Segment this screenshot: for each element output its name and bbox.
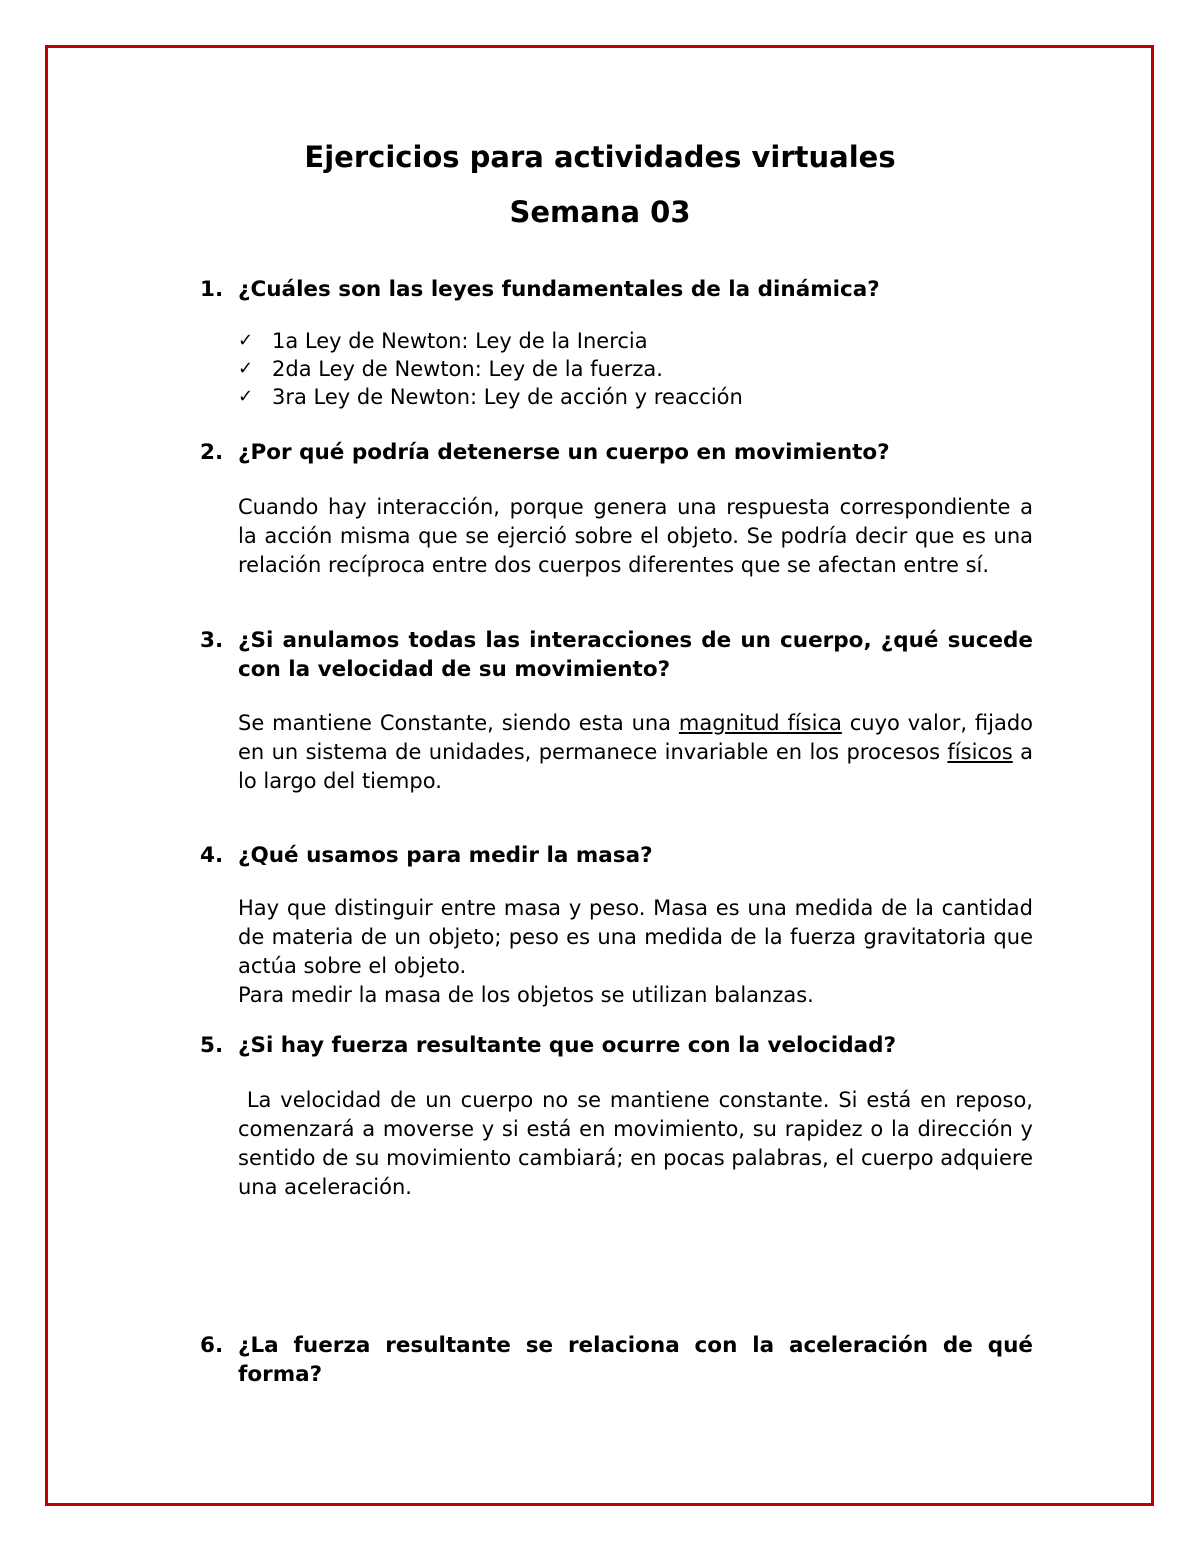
question-6 [200,1331,1033,1389]
checkmark-icon: ✓ [238,358,254,379]
question-number: 1. [200,277,224,302]
link-fisicos[interactable]: físicos [947,740,1013,764]
question-number: 4. [200,843,224,868]
question-number: 6. [200,1333,224,1358]
question-number: 3. [200,628,224,653]
document-title: Ejercicios para actividades virtuales [304,140,896,174]
question-text: ¿Por qué podría detenerse un cuerpo en movimiento? [238,440,890,465]
list-item: ✓ 3ra Ley de Newton: Ley de acción y reacción [238,385,743,409]
question-number: 5. [200,1033,224,1058]
answer-4: Hay que distinguir entre masa y peso. Masa es una medida de la cantidad de materia de un objeto; peso es una medida de la fuerza gravitatoria que actúa sobre el objeto. Para medir la masa de los objetos se utilizan balanzas. [238,896,1033,1007]
question-text: ¿Cuáles son las leyes fundamentales de la dinámica? [238,277,880,302]
answer-5: La velocidad de un cuerpo no se mantiene constante. Si está en reposo, comenzará a moverse y si está en movimiento, su rapidez o la dirección y sentido de su movimiento cambiará; en pocas palabras, el cuerpo adquiere una aceleración. [238,1088,1040,1199]
answer-2: Cuando hay interacción, porque genera una respuesta correspondiente a la acción misma que se ejerció sobre el objeto. Se podría decir que es una relación recíproca entre dos cuerpos diferentes que se afectan entre sí. [238,495,1033,577]
document-subtitle: Semana 03 [509,195,691,229]
list-item: ✓ 2da Ley de Newton: Ley de la fuerza. [238,357,663,381]
question-text: ¿Si hay fuerza resultante que ocurre con la velocidad? [238,1033,897,1058]
question-text: ¿La fuerza resultante se relaciona con la aceleración de qué forma? [238,1333,1033,1387]
checkmark-icon: ✓ [238,330,254,351]
answer-3: Se mantiene Constante, siendo esta una magnitud física cuyo valor, fijado en un sistema de unidades, permanece invariable en los procesos físicos a lo largo del tiempo. [238,711,1033,793]
checkmark-icon: ✓ [238,386,254,407]
question-text: ¿Qué usamos para medir la masa? [238,843,653,868]
question-3 [200,626,1033,684]
newton-laws-list [238,327,743,411]
link-magnitud-fisica[interactable]: magnitud física [678,711,842,735]
question-number: 2. [200,440,224,465]
list-item: ✓ 1a Ley de Newton: Ley de la Inercia [238,329,648,353]
question-text: ¿Si anulamos todas las interacciones de un cuerpo, ¿qué sucede con la velocidad de su movimiento? [238,628,1033,682]
